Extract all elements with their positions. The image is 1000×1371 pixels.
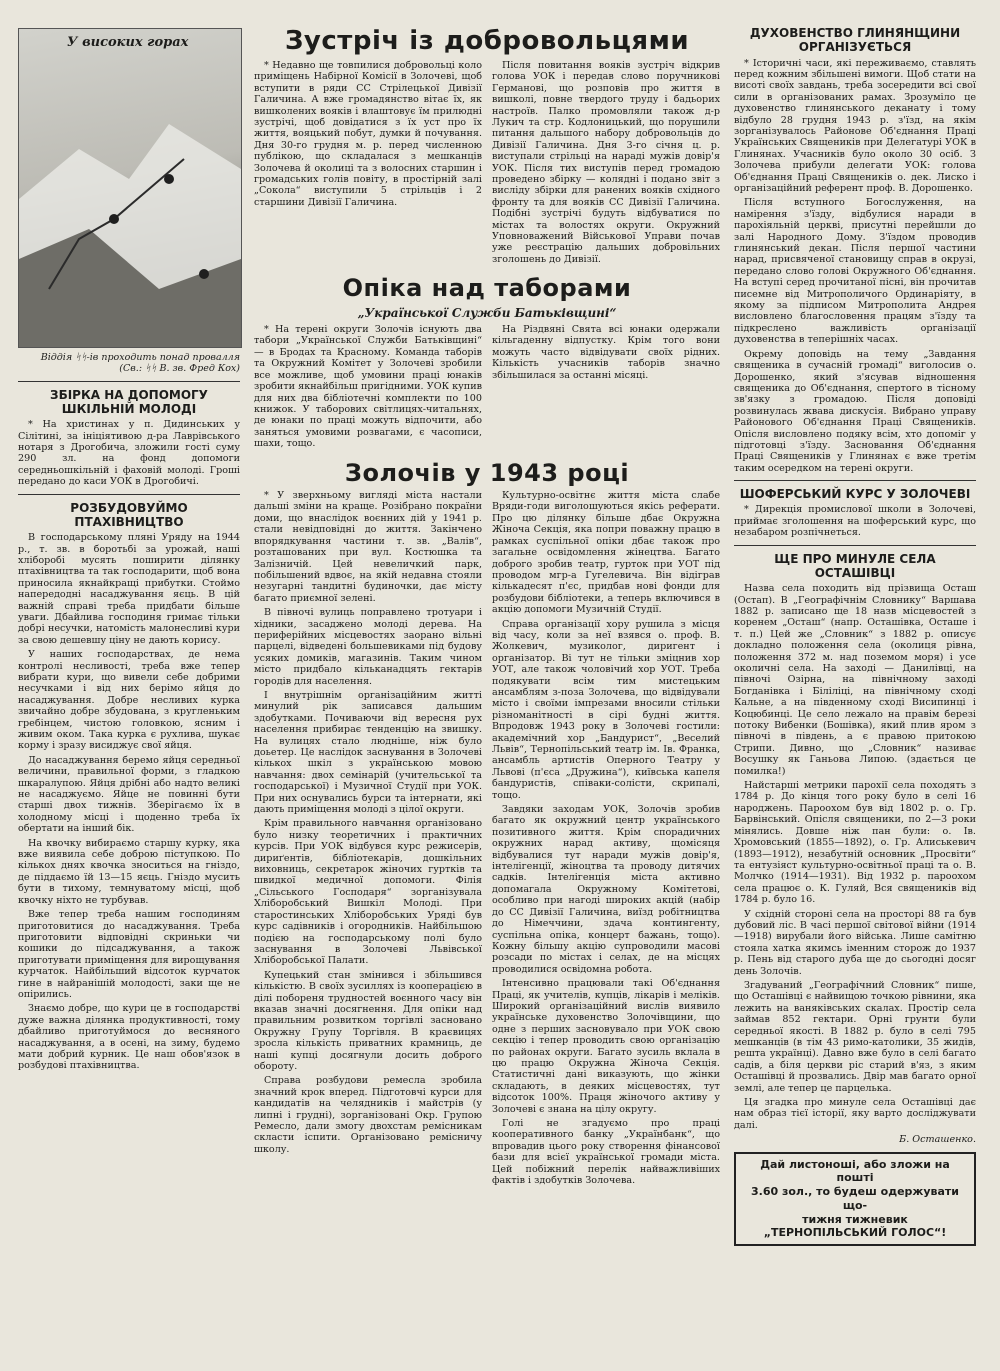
subscription-promo: [734, 1152, 976, 1247]
article-body: [254, 324, 720, 452]
article-paragraph: Після повитання вояків зустріч відкрив голова УОК і передав слово поручникові Германові, що розповів про життя в вишколі, повне твердого труду і бадьорих настроїв. Палко промовляли також д-р Лукич та стр. Кодлоницький, що порушили питання дальшого набору добровольців до Дивізії Галичина. Дня 3-го січня ц. р. виступали стрільці на нараді мужів довір'я УОК. Після тих виступів перед громадою проведено збірку — колядні і подано звіт з висліду збірки для ранених вояків східного фронту та для вояків СС Дивізії Галичина. Подібні зустрічі будуть відбуватися по містах та волостях округи. Окружний Уповноважений Військової Управи почав уже реєстрацію дальших добровільних зголошень до Дивізії.: [492, 59, 720, 265]
photo-caption: Віддія ᛋᛋ-ів проходить понад провалля (Св.: ᛋᛋ В. зв. Фред Кох): [40, 352, 240, 375]
article-paragraph: Окрему доповідь на тему „Завдання священика в сучасній громаді“ виголосив о. Дорошенко, який з'ясував відношення священика до Об'єднання, спертого в тісному зв'язку з громадою. Після доповіді розвинулась жвава дискусія. Вибрано управу Районового Об'єднання Праці Священиків. Опісля висловлено подяку всім, хто допоміг у підготовці з'їзду. Засновання Об'єднання Праці Священиків у Глинянах є вже третім таким осередком на терені округи.: [734, 348, 976, 474]
headline-subtitle: „Української Служби Батьківщині“: [357, 305, 617, 320]
article-signature: Б. Осташенко.: [899, 1134, 976, 1146]
article-paragraph: Завдяки заходам УОК, Золочів зробив багато як окружний центр українського позитивного життя. Крім спорадичних окружних нарад активу, щомісяця відбувалися тут наради мужів довір'я, інтелігенції, жіноцтва та проводу дитячих садків. Інтелігенція міста активно допомагала Окружному Комітетові, особливо при нагоді широких акцій (набір до СС Дивізії Галичина, виїзд робітництва до Німеччини, здача контингенту, суспільна опіка, концерт бажань, тощо). Кожну більшу акцію супроводили масові розсади по містах і селах, де на місцях проводилися освідомна робота.: [492, 804, 720, 975]
article-paragraph: До насаджування беремо яйця середньої величини, правильної форми, з гладкою шкаралупою. Яйця дрібні або надто великі не насаджуємо. Яйце не повинні бути старші двох тижнів. Зберігаємо їх в холодному місці і щоденно треба їх обертати на інший бік.: [18, 754, 240, 835]
promo-line: тижня тижневик: [802, 1212, 908, 1226]
divider: [18, 381, 240, 382]
article-paragraph: Інтенсивно працювали такі Об'єднання Праці, як учителів, купців, лікарів і меліків. Широкий організаційний вислів виявило українське духовенство Золочівщини, що одне з перших засновувало при УОК свою секцію і тепер проводить свою організацію по районах округи. Багато зусиль вклала в цю працю Окружна Жіноча Секція. Статистичні дані виказують, що жінки складають, в деяких місцевостях, тут відсоток 100%. Праця жіночого активу у Золочеві є знана на цілу округу.: [492, 978, 720, 1115]
column-right: [734, 20, 976, 1350]
article-paragraph: На Різдвяні Свята всі юнаки одержали кільгаденну відпустку. Крім того вони можуть часто відвідувати своїх рідних. Кількість учасників таборів значно збільшилася за останні місяці.: [492, 324, 720, 381]
promo-line: Дай листоноші, або зложи на пошті: [760, 1157, 950, 1185]
article-title: ДУХОВЕНСТВО ГЛИНЯНЩИНИ ОРГАНІЗУЄТЬСЯ: [749, 26, 961, 55]
article-title: ШОФЕРСЬКИЙ КУРС У ЗОЛОЧЕВІ: [739, 487, 971, 502]
article-paragraph: В господарському пляні Уряду на 1944 р., т. зв. в боротьбі за урожай, наші хліборобі мусять поширити ділянку птахівництва та так господарити, щоб вона приносила якнайкращі прибутки. Стоймо напередодні насаджування яєць. В цій важній справі треба придбати більше уваги. Дбайлива господиня гримає тільки добрі несучки, натомість малонесливі кури за свою дешевшу ціну не дають корису.: [18, 532, 240, 646]
promo-line: 3.60 зол., то будеш одержувати що-: [751, 1185, 959, 1212]
article-paragraph: На квочку вибираємо старшу курку, яка вже виявила себе доброю піступкою. По кількох днях квочка зноситься на гніздо, де піддаємо їй 13—15 яєць. Гніздо мусить бути в тихому, темнуватому місці, щоб квочку ніхто не турбував.: [18, 837, 240, 906]
photo-mountain-climbers: [18, 28, 242, 348]
article-body: [254, 60, 720, 268]
article-paragraph: Знаємо добре, що кури це в господарстві дуже важна ділянка продуктивності, тому дбайливо приготуймося до весняного насаджування, а в осені, на зиму, будемо мати добрий курник. Це наш обов'язок в розбудові птахівництва.: [18, 1003, 240, 1072]
headline: Опіка над таборами: [342, 274, 632, 303]
text-column: [492, 490, 720, 1189]
mountain-image: [19, 29, 241, 347]
divider: [734, 545, 976, 546]
article-paragraph: Назва села походить від прізвища Осташ (Остап). В „Географічнім Словнику“ Варшава 1882 р. записано ще 18 назв місцевостей з коренем „Осташ“ (напр. Осташівка, Осташе і т. п.) Цей же „Словник“ з 1882 р. описує докладно положення села (околиця рівна, положення 372 м. над поземом моря) і усе околичні села. На заході — Данилівці, на півночі Озірна, на північному заході Богданівка і Біліліці, на північному сході Кальне, а на південному сході Висипинці і Коцюбинці. Це село лежало на правім березі потоку Вибенки (Бошівка), який плив яром з півночі в південь, а є правою притокою Стрипи. Дивно, що „Словник“ називає Восушку як Ганьова Липою. (здається це помилка!): [734, 583, 976, 777]
text-column: [254, 490, 482, 1189]
article-body: * Дирекція промислової школи в Золочеві, приймає зголошення на шоферський курс, що незабаром розпічнеться.: [734, 504, 976, 539]
article-paragraph: У східній стороні села на просторі 88 га був дубовий ліс. В часі першої світової війни (1914—1918) вирубали його війська. Лише самітню стояла хатка якимсь іменним сторож до 1937 р. Пень від старого дуба ще до сьогодні досяг день Золочів.: [734, 908, 976, 977]
article-title: ЩЕ ПРО МИНУЛЕ СЕЛА ОСТАШІВЦІ: [774, 551, 936, 580]
article-title: ЗБІРКА НА ДОПОМОГУ ШКІЛЬНІЙ МОЛОДІ: [50, 387, 208, 416]
article-paragraph: * Історичні часи, які переживаємо, ставлять перед кожним збільшені вимоги. Щоб стати на висоті своїх завдань, треба зосередити всі свої сили в організованих рамах. Зрозуміло це духовенство глинянського деканату і тому відбуло 28 грудня 1943 р. з'їзд, на якім зорганізувалось Районове Об'єднання Праці Українських Священиків при Делегатурі УОК в Глинянах. Учасників було около 30 осіб. З Золочева прибули делегати УОК: голова Об'єднання Праці Священиків о. дек. Лиско і організаційний референт проф. В. Дорошенко.: [734, 57, 976, 194]
article-paragraph: Найстарші метрики парохії села походять з 1784 р. До кінця того року було в селі 16 народжень. Пароохом був від 1802 р. о. Гр. Барвінський. Опісля священики, по 2—3 роки мінялись. Довше ніж пан були: о. Ів. Хромовський (1855—1892), о. Гр. Алиськевич (1893—1912), незабутній основник „Просвіти“ та ентузіяст культурно-освітньої праці та о. В. Молчко (1914—1931). Від 1932 р. пароохом села працює о. К. Гуляй, Вся священиків від 1784 р. було 16.: [734, 780, 976, 906]
article-paragraph: У наших господарствах, де нема контролі несливості, треба вже тепер вибрати кури, що вивели себе добрими несучками і від них берімо яйця до насаджування. Добре несливих курка звичайно добре збудована, з кругленьким гребінцем, чистою головкою, ясним і живим оком. Така курка є рухлива, шукає корму і зразу висиджує свої яйця.: [18, 649, 240, 752]
divider: [734, 480, 976, 481]
article-paragraph: В півночі вулиць поправлено тротуари і хідники, засаджено молоді дерева. На периферійних місцевостях заорано вільні парцелі, відведені большевиками під будову усяких домиків, магазинів. Таким чином місто придбало кільканадцять гектарів городів для населення.: [254, 607, 482, 687]
column-middle: [254, 20, 720, 1350]
article-paragraph: Ця згадка про минуле села Осташівці дає нам образ тієї історії, яку варто досліджувати далі.: [734, 1097, 976, 1131]
article-paragraph: * Недавно ще товпилися добровольці коло приміщень Набірної Комісії в Золочеві, щоб вступити в ряди СС Стрілецької Дивізії Галичина. А вже громадянство вітає їх, як вишколених вояків і влаштовує їм прилюдні зустрічі, щоб довідатися з їх уст про їх життя, вояцький побут, думки й почування. Дня 30-го грудня м. р. перед численною публікою, що складалася з мешканців Золочева й околиці та з волосних старшин і громадських голів повіту, в простірній залі „Сокола“ виступили 5 стрільців і 2 старшини Дивізії Галичина.: [254, 59, 482, 208]
article-paragraph: Культурно-освітнє життя міста слабе Вряди-годи виголошуються якісь реферати. Про цю ділянку більше дбає Окружна Жіноча Секція, яка попри поважну працю в рамках суспільної опіки дбає також про загальне освідомлення жінецтва. Багато доброго зробив театр, гурток при УОТ під проводом мгр-а Гугелевича. Він відіграв кількадесят п'єс, придбав нові фонди для розбудови бібліотеки, а теперь включився в акцію допомоги Музичній Студії.: [492, 490, 720, 616]
column-left: [18, 20, 240, 1350]
article-body: [254, 490, 720, 1189]
article-paragraph: Справа розбудови ремесла зробила значний крок вперед. Підготовчі курси для кандидатів на челядників і майстрів (у липні і грудні), зорганізовані Окр. Групою Ремесло, дали змогу двохстам ремісникам скласти іспити. Організовано ремісничу школу.: [254, 1075, 482, 1155]
divider: [18, 494, 240, 495]
article-paragraph: Купецький стан змінився і збільшився кількістю. В своїх зусиллях із кооперацією в ділі побореня трудностей воєнного часу він вказав значні досягнення. Для опіки над правильним розвитком торгівлі засновано Окружну Групу Торгівля. В краєвицях зросла кількість приватних крамниць, де наші купці досягнули досить доброго обороту.: [254, 969, 482, 1072]
article-paragraph: * У зверхньому вигляді міста настали дальші зміни на краще. Розібрано покраїни доми, що внаслідок воєнних дій у 1941 р. стали невідповідні до життя. Закінчено впорядкування частини т. зв. „Валів“, розташованих при вул. Костюшка та Залізничій. Цей невеличкий парк, побільшений вдвоє, на якій недавна стояли незугарні тандитні будиночки, дає місту багато приємної зелені.: [254, 490, 482, 604]
headline: Зустріч із добровольцями: [284, 26, 690, 56]
promo-line: „ТЕРНОПІЛЬСЬКИЙ ГОЛОС“!: [763, 1226, 947, 1240]
article-paragraph: Крім правильного навчання організовано було низку теоретичних і практичних курсів. При УОК відбувся курс режисерів, дириґентів, бібліотекарів, дошкільних виховниць, секретарок жіночих гуртків та швидкої медичної допомоги. Філія „Сільського Господаря“ зорганізувала Хліборобський Вишкіл Молоді. При старостинських Хліборобських Уряді був курс садівників і огородників. Найбільшою подією на господарському полі було заснування в Золочеві Львівської Хліборобської Палати.: [254, 818, 482, 967]
article-paragraph: Голі не згадуємо про праці кооперативного банку „Українбанк“, що впровадив цього року створення фінансової бази для всієї української громади міста. Цей побіжний перелік найважливіших фактів і здобутків Золочева.: [492, 1118, 720, 1187]
article-title: РОЗБУДОВУЙМО ПТАХІВНИЦТВО: [70, 500, 188, 529]
article-paragraph: І внутрішнім організаційним житті минулий рік записався дальшим здобутками. Почиваючи від вересня рух населення прибирає тенденцію на звишку. На вулицях стало людніше, ніж було доьетер. Це наслідок заснування в Золочеві кількох шкіл з українською мовою навчання: двох семінарій (учительської та господарської) і Музичної Студії при УОК. При них оснувались бурси та інтернати, які дають приміщення молоді з цілої округи.: [254, 689, 482, 816]
headline: Золочів у 1943 році: [344, 458, 630, 487]
article-paragraph: Справа організації хору рушила з місця від часу, коли за неї взявся о. проф. В. Жолкевич, музиколог, диригент і організатор. Ві тут не тільки зміцнив хор УОТ, але також чоловічий хор УОТ. Треба подякувати всім тим мистецьким ансамблям з-поза Золочева, що відвідували місто і своїми імпрезами вносили стільки різноманітності в сірі будні життя. Впродовж 1943 року в Золочеві гостили: академічний хор „Бандурист“, „Веселий Львів“, Тернопільський театр ім. Ів. Франка, ансамбль артистів Оперного Театру у Львові (п'єса „Дружина“), київська капеля бандуристів, співаки-солісти, скрипалі, тощо.: [492, 618, 720, 801]
photo-title: У високих горах: [67, 35, 189, 50]
newspaper-page: [18, 20, 976, 1350]
article-paragraph: * На терені округи Золочів існують два табори „Української Служби Батьківщині“ — в Бродах та Красному. Команда таборів та Окружний Комітет у Золочеві зробили все можливе, щоб умовини праці юнаків зробити якнайбільш пригідними. УОК купив для них два бібліотечні комплекти по 100 книжок. У таборових світлицях-читальнях, де юнаки по праці можуть відпочити, або заняться умовими розвагами, є часописи, шахи, тощо.: [254, 324, 482, 450]
article-paragraph: Згадуваний „Географічний Словник“ пише, що Осташівці є найвищою точкою рівнини, яка лежить на ваняківських скалах. Простір села займав 852 гектари. Орні грунти були середньої якості. В 1882 р. було в селі 795 мешканців (в тім 43 римо-католики, 35 жидів, решта українці). Давно вже було в селі багато садів, а біля церкви ріс старий в'яз, з яким Осташівці й прозвались. Двір мав багато орної землі, але тепер це парцелька.: [734, 979, 976, 1094]
article-paragraph: Вже тепер треба нашим господиням приготовитися до насаджування. Треба приготовити відповідні скриньки чи кошики до підсаджування, а також приготувати приміщення для вирощування курчаток. Найбільший відсоток курчаток гине в найранішій молодості, заки ще не опірились.: [18, 909, 240, 1000]
article-paragraph: Після вступного Богослуження, на намірення з'їзду, відбулися наради в парохіяльній церкві, присутні перейшли до залі Народного Дому. З'їздом проводив глинянський декан. Після першої частини нарад, присвяченої становищу справ в окрузі, передано слово голові Окружного Об'єднання. На вступі серед прочитаної пісні, він прочитав писемне від Митрополичого Ординаріяту, в якому за підписом Митрополита Андрея висловлено благословення працям з'їзду та підкреслено важливість організації духовенства в теперішніх часах.: [734, 197, 976, 346]
article-body: * На христинах у п. Дидинських у Сілітині, за ініціятивою д-ра Лаврівського нотаря з Дрогобича, зложили гості суму 290 зл. на фонд допомоги середньошкільній і фаховій молоді. Гроші передано до каси УОК в Дрогобичі.: [18, 419, 240, 488]
